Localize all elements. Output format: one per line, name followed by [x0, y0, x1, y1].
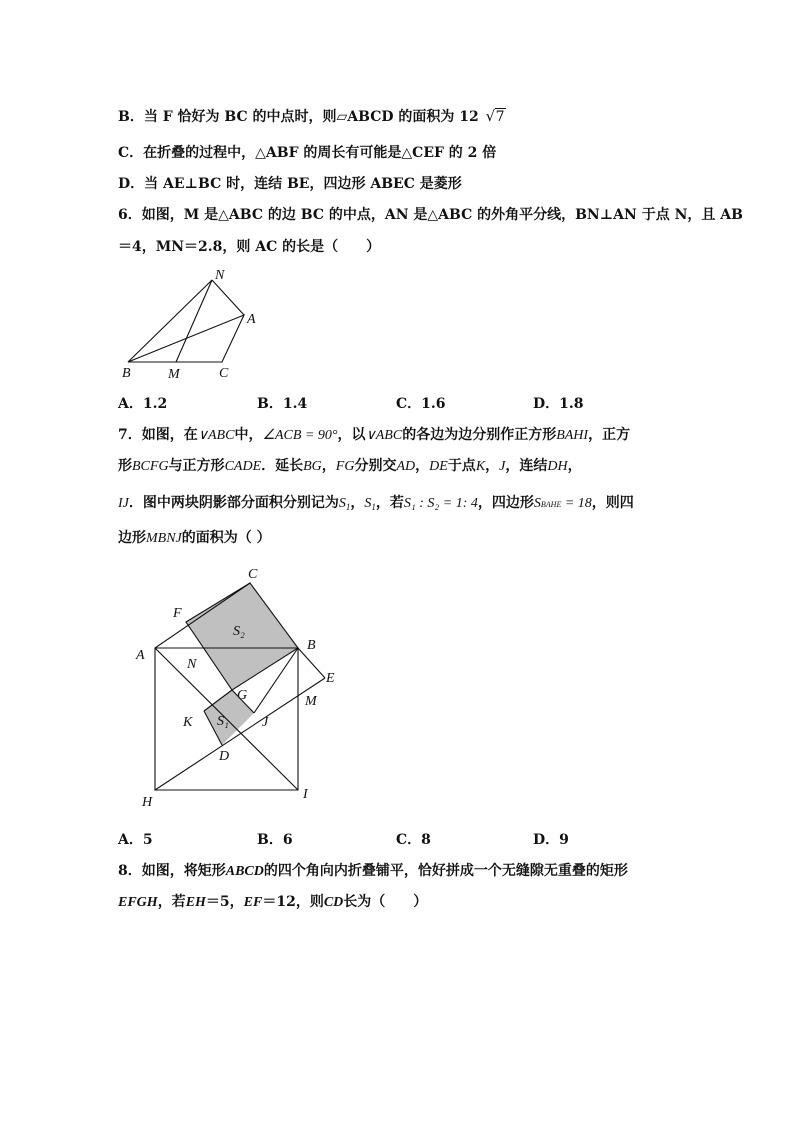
q7-math-triangle: ∨ABC — [197, 428, 235, 443]
q6-stem-line1: 6．如图，M 是△ABC 的边 BC 的中点，AN 是△ABC 的外角平分线，BN⊥AN 于点 N，且 AB — [118, 207, 743, 223]
q7-stem-line1 — [118, 425, 630, 446]
q6-label-a: A — [247, 312, 256, 327]
q7-math-sub: 1 — [371, 502, 376, 512]
q7-text: 7．如图，在 — [118, 427, 198, 443]
q7-math: K — [475, 459, 486, 474]
q7-text: ，连结 — [505, 458, 548, 474]
q7-math-ratio: S₁ : S₂ = 1: 4 — [403, 496, 478, 511]
q6-option-c: C．1.6 — [396, 396, 446, 412]
q7-text: 与正方形 — [168, 458, 225, 474]
q8-math: EFGH — [118, 895, 158, 910]
q7-math-sub: 1 — [345, 502, 351, 512]
q8-text: 8．如图，将矩形 — [118, 863, 226, 879]
q7-figure — [130, 562, 350, 812]
q6-label-b: B — [122, 366, 131, 381]
q7-text: 分别交 — [354, 458, 397, 474]
q7-math-sub: BAHE — [540, 500, 562, 509]
q7-stem-line4 — [118, 528, 271, 549]
q7-text: 形 — [118, 458, 132, 474]
q7-text: 的各边为边分别作正方形 — [402, 427, 557, 443]
q8-math: ABCD — [225, 864, 264, 879]
q8-text: ＝5， — [205, 894, 244, 910]
q7-label-a: A — [136, 648, 145, 663]
q7-label-m: M — [305, 694, 317, 709]
q7-label-d: D — [219, 749, 230, 764]
q7-option-a: A．5 — [118, 832, 153, 848]
q7-label-c: C — [248, 567, 258, 582]
q7-math: BCFG — [132, 459, 169, 474]
q8-text: 的四个角向内折叠铺平，恰好拼成一个无缝隙无重叠的矩形 — [263, 863, 628, 879]
q7-math: DH — [547, 459, 568, 474]
q7-math: CADE — [224, 459, 262, 474]
q7-math-angle: ∠ACB = 90° — [262, 428, 338, 443]
q8-text: 长为（ ） — [343, 894, 428, 910]
q7-math-s1b — [364, 496, 376, 511]
q7-text: ．延长 — [261, 458, 304, 474]
q7-label-k: K — [183, 715, 193, 730]
q8-text: ，若 — [157, 894, 186, 910]
q7-math: MBNJ — [146, 531, 182, 546]
q7-text: ， — [485, 458, 500, 474]
q7-text: ，以 — [337, 427, 366, 443]
q8-math: EH — [185, 895, 206, 910]
q7-stem-line2 — [118, 456, 582, 477]
q7-math: S — [533, 496, 541, 511]
q7-text: ，正方 — [588, 427, 631, 443]
q7-text: ， — [567, 458, 582, 474]
q6-label-c: C — [219, 366, 229, 381]
q6-option-b: B．1.4 — [257, 396, 308, 412]
q8-stem-line2 — [118, 892, 427, 913]
q6-segment-na — [212, 280, 244, 315]
q7-option-b: B．6 — [257, 832, 293, 848]
q7-math: S — [338, 496, 346, 511]
q7-label-s1: S₁ — [217, 714, 229, 729]
q7-label-h: H — [142, 795, 153, 810]
q6-segment-mn — [176, 280, 212, 362]
q7-math: IJ — [118, 496, 129, 511]
q6-segment-bn — [128, 280, 212, 362]
q7-math-triangle: ∨ABC — [365, 428, 403, 443]
q6-label-m: M — [168, 367, 180, 382]
q7-text: 于点 — [447, 458, 476, 474]
q7-text: ， — [321, 458, 336, 474]
q7-label-f: F — [173, 606, 182, 621]
q8-math: CD — [323, 895, 344, 910]
q7-option-d: D．9 — [533, 832, 569, 848]
q7-text: 中， — [234, 427, 263, 443]
q6-option-d: D．1.8 — [533, 396, 584, 412]
q7-text: 边形 — [118, 530, 146, 546]
q7-option-c: C．8 — [396, 832, 431, 848]
q7-label-b: B — [307, 638, 316, 653]
q7-math: AD — [396, 459, 416, 474]
q7-label-e: E — [326, 671, 335, 686]
q7-text: ， — [350, 495, 365, 511]
q5-option-b — [118, 107, 506, 127]
q7-label-g: G — [237, 688, 248, 703]
q7-label-n: N — [187, 657, 197, 672]
q7-math: FG — [335, 459, 355, 474]
q7-math-square: BAHI — [556, 428, 589, 443]
q8-text: ＝12，则 — [262, 894, 324, 910]
q7-math: J — [499, 459, 506, 474]
q7-math-sbahe — [534, 496, 592, 511]
sqrt-symbol: √ 7 — [485, 107, 505, 125]
q7-math: S — [364, 496, 372, 511]
q8-stem-line1 — [118, 861, 628, 882]
q7-math-s1 — [339, 496, 351, 511]
q7-math: DE — [429, 459, 448, 474]
q5-option-d: D．当 AE⊥BC 时，连结 BE，四边形 ABEC 是菱形 — [118, 176, 462, 192]
q7-text: ．图中两块阴影部分面积分别记为 — [128, 495, 339, 511]
q5-option-b-text: B．当 F 恰好为 BC 的中点时，则▱ABCD 的面积为 12 — [118, 109, 479, 125]
q7-stem-line3 — [118, 493, 634, 517]
q7-text: ，四边形 — [477, 495, 534, 511]
sqrt-radicand: 7 — [495, 109, 505, 125]
q6-figure — [110, 262, 280, 382]
q7-label-i: I — [303, 787, 308, 802]
q7-text: ，若 — [375, 495, 404, 511]
q7-text: ， — [415, 458, 430, 474]
q7-label-s2: S₂ — [233, 624, 245, 639]
q7-text: 的面积为（ ） — [181, 530, 271, 546]
q5-option-c: C．在折叠的过程中，△ABF 的周长有可能是△CEF 的 2 倍 — [118, 145, 497, 161]
q6-stem-line2: ＝4，MN＝2.8，则 AC 的长是（ ） — [118, 239, 381, 255]
q7-math: = 18 — [561, 496, 592, 511]
q7-math: BG — [303, 459, 322, 474]
q6-option-a: A．1.2 — [118, 396, 168, 412]
q6-label-n: N — [215, 268, 225, 283]
q7-label-j: J — [262, 715, 269, 730]
q7-text: ，则四 — [591, 495, 634, 511]
q8-math: EF — [243, 895, 263, 910]
